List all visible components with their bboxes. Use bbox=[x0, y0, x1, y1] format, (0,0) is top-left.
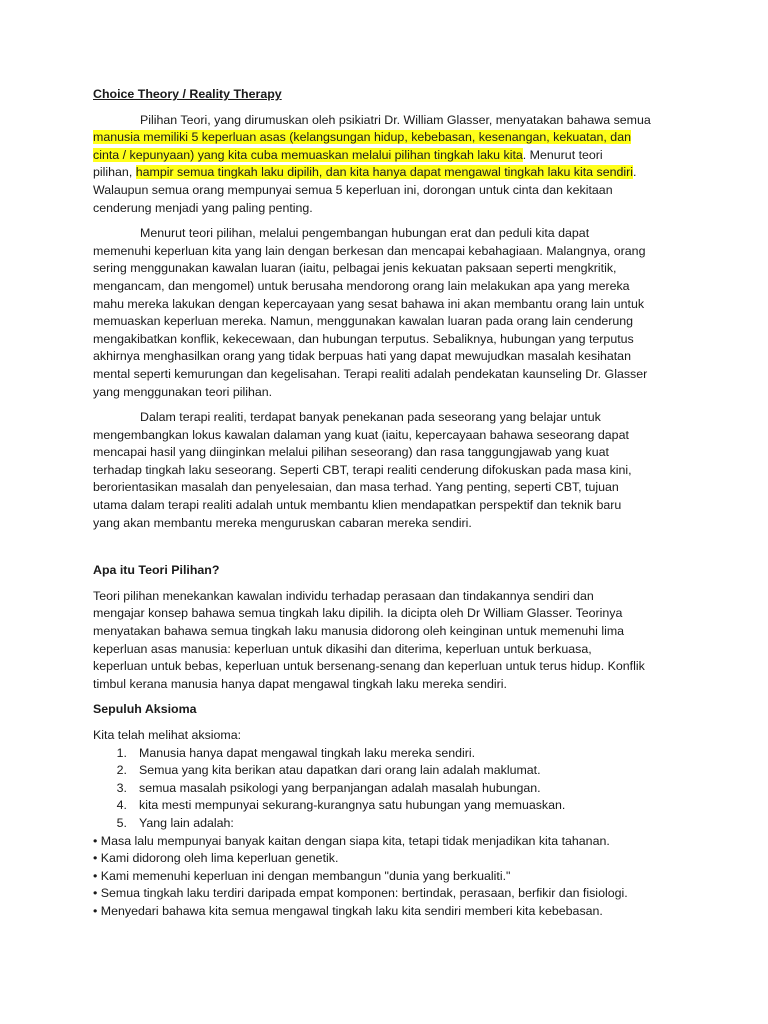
paragraph-line: terhadap tingkah laku seseorang. Seperti CBT, terapi realiti cenderung difokuskan pada masa kini, bbox=[93, 462, 632, 477]
paragraph-1 bbox=[93, 112, 683, 218]
paragraph-line bbox=[93, 147, 683, 165]
paragraph-3 bbox=[93, 409, 683, 532]
list-item bbox=[93, 815, 683, 833]
list-item-text: semua masalah psikologi yang berpanjangan adalah masalah hubungan. bbox=[139, 780, 541, 795]
paragraph-line: memenuhi keperluan kita yang lain dengan berkesan dan mencapai kebahagiaan. Malangnya, orang bbox=[93, 243, 646, 258]
paragraph-line: utama dalam terapi realiti adalah untuk membantu klien mendapatkan perspektif dan teknik baru bbox=[93, 498, 622, 513]
document-page bbox=[93, 86, 683, 921]
paragraph-line bbox=[93, 164, 683, 182]
paragraph-line: mengancam, dan mengomel) untuk berusaha mendorong orang lain melakukan apa yang mereka bbox=[93, 278, 630, 293]
document-title: Choice Theory / Reality Therapy bbox=[93, 87, 282, 101]
paragraph-line: akhirnya menghasilkan orang yang tidak berpuas hati yang dapat mewujudkan masalah kesihatan bbox=[93, 349, 631, 364]
list-item-text: Semua yang kita berikan atau dapatkan dari orang lain adalah maklumat. bbox=[139, 763, 541, 778]
paragraph-line: keperluan asas manusia: keperluan untuk dikasihi dan diterima, keperluan untuk berkuasa, bbox=[93, 641, 592, 656]
list-item bbox=[93, 797, 683, 815]
list-item bbox=[93, 780, 683, 798]
bullet-item: • Kami didorong oleh lima keperluan genetik. bbox=[93, 851, 339, 866]
paragraph-line: mental seperti kemurungan dan kegelisahan. Terapi realiti adalah pendekatan kaunseling Dr. Glasser bbox=[93, 366, 648, 381]
paragraph-line: mengajar konsep bahawa semua tingkah laku dipilih. Ia dicipta oleh Dr William Glasser. Teorinya bbox=[93, 606, 623, 621]
paragraph-line: timbul kerana manusia hanya dapat mengawal tingkah laku mereka sendiri. bbox=[93, 676, 507, 691]
paragraph-line bbox=[93, 129, 683, 147]
paragraph-text: . bbox=[633, 165, 637, 180]
paragraph-line: sering menggunakan kawalan luaran (iaitu, pelbagai jenis kekuatan paksaan seperti mengkritik, bbox=[93, 261, 617, 276]
paragraph-line: keperluan untuk bebas, keperluan untuk bersenang-senang dan keperluan untuk terus hidup. Konflik bbox=[93, 659, 645, 674]
list-item-text: Manusia hanya dapat mengawal tingkah laku mereka sendiri. bbox=[139, 745, 476, 760]
list-intro: Kita telah melihat aksioma: bbox=[93, 728, 242, 742]
paragraph-line: yang akan membantu mereka menguruskan cabaran mereka sendiri. bbox=[93, 515, 472, 530]
list-number: 3. bbox=[116, 780, 127, 795]
bullet-list bbox=[93, 833, 683, 921]
paragraph-line: Pilihan Teori, yang dirumuskan oleh psikiatri Dr. William Glasser, menyatakan bahawa semua bbox=[140, 112, 651, 127]
list-item-text: kita mesti mempunyai sekurang-kurangnya satu hubungan yang memuaskan. bbox=[139, 798, 566, 813]
paragraph-line: mahu mereka lakukan dengan kepercayaan yang sesat bahawa ini akan membantu orang lain untuk bbox=[93, 296, 645, 311]
paragraph-2 bbox=[93, 225, 683, 401]
paragraph-line: memuaskan keperluan mereka. Namun, menggunakan kawalan luaran pada orang lain cenderung bbox=[93, 314, 634, 329]
list-number: 1. bbox=[116, 745, 127, 760]
bullet-item: • Menyedari bahawa kita semua mengawal tingkah laku kita sendiri memberi kita kebebasan. bbox=[93, 903, 603, 918]
list-item-text: Yang lain adalah: bbox=[139, 815, 234, 830]
paragraph-line: berorientasikan masalah dan penyelesaian, dan masa terhad. Yang penting, seperti CBT, tujuan bbox=[93, 480, 619, 495]
paragraph-line: Teori pilihan menekankan kawalan individu terhadap perasaan dan tindakannya sendiri dan bbox=[93, 588, 594, 603]
list-number: 5. bbox=[116, 815, 127, 830]
bullet-item: • Masa lalu mempunyai banyak kaitan dengan siapa kita, tetapi tidak menjadikan kita tahanan. bbox=[93, 833, 610, 848]
list-item bbox=[93, 745, 683, 763]
numbered-list bbox=[93, 745, 683, 833]
paragraph-line: mengembangkan lokus kawalan dalaman yang kuat (iaitu, kepercayaan bahawa seseorang dapat bbox=[93, 427, 629, 442]
highlighted-text: cinta / kepunyaan) yang kita cuba memuaskan melalui pilihan tingkah laku kita bbox=[93, 147, 523, 162]
list-item bbox=[93, 762, 683, 780]
paragraph-line: Menurut teori pilihan, melalui pengembangan hubungan erat dan peduli kita dapat bbox=[140, 226, 590, 241]
spacer bbox=[93, 540, 683, 562]
paragraph-line: mengakibatkan konflik, kekecewaan, dan hubungan terputus. Sebaliknya, hubungan yang terputus bbox=[93, 331, 634, 346]
list-number: 2. bbox=[116, 763, 127, 778]
paragraph-text: pilihan, bbox=[93, 165, 136, 180]
list-number: 4. bbox=[116, 798, 127, 813]
paragraph-line: menyatakan bahawa semua tingkah laku manusia didorong oleh keinginan untuk memenuhi lima bbox=[93, 624, 625, 639]
section-heading-sepuluh-aksioma: Sepuluh Aksioma bbox=[93, 702, 197, 717]
paragraph-line: yang menggunakan teori pilihan. bbox=[93, 384, 273, 399]
highlighted-text: manusia memiliki 5 keperluan asas (kelangsungan hidup, kebebasan, kesenangan, kekuatan, dan bbox=[93, 130, 631, 145]
bullet-item: • Kami memenuhi keperluan ini dengan membangun "dunia yang berkualiti." bbox=[93, 868, 511, 883]
paragraph-line: mencapai hasil yang diinginkan melalui pilihan seseorang) dan rasa tanggungjawab yang kuat bbox=[93, 445, 609, 460]
section-heading-apa-itu-teori-pilihan: Apa itu Teori Pilihan? bbox=[93, 563, 220, 578]
paragraph-line: Dalam terapi realiti, terdapat banyak penekanan pada seseorang yang belajar untuk bbox=[140, 410, 601, 425]
paragraph-4 bbox=[93, 588, 683, 694]
highlighted-text: hampir semua tingkah laku dipilih, dan kita hanya dapat mengawal tingkah laku kita sendiri bbox=[135, 165, 634, 180]
paragraph-text: . Menurut teori bbox=[522, 147, 603, 162]
paragraph-line: Walaupun semua orang mempunyai semua 5 keperluan ini, dorongan untuk cinta dan kekitaan bbox=[93, 182, 613, 197]
bullet-item: • Semua tingkah laku terdiri daripada empat komponen: bertindak, perasaan, berfikir dan fisiologi. bbox=[93, 886, 628, 901]
paragraph-line: cenderung menjadi yang paling penting. bbox=[93, 200, 313, 215]
